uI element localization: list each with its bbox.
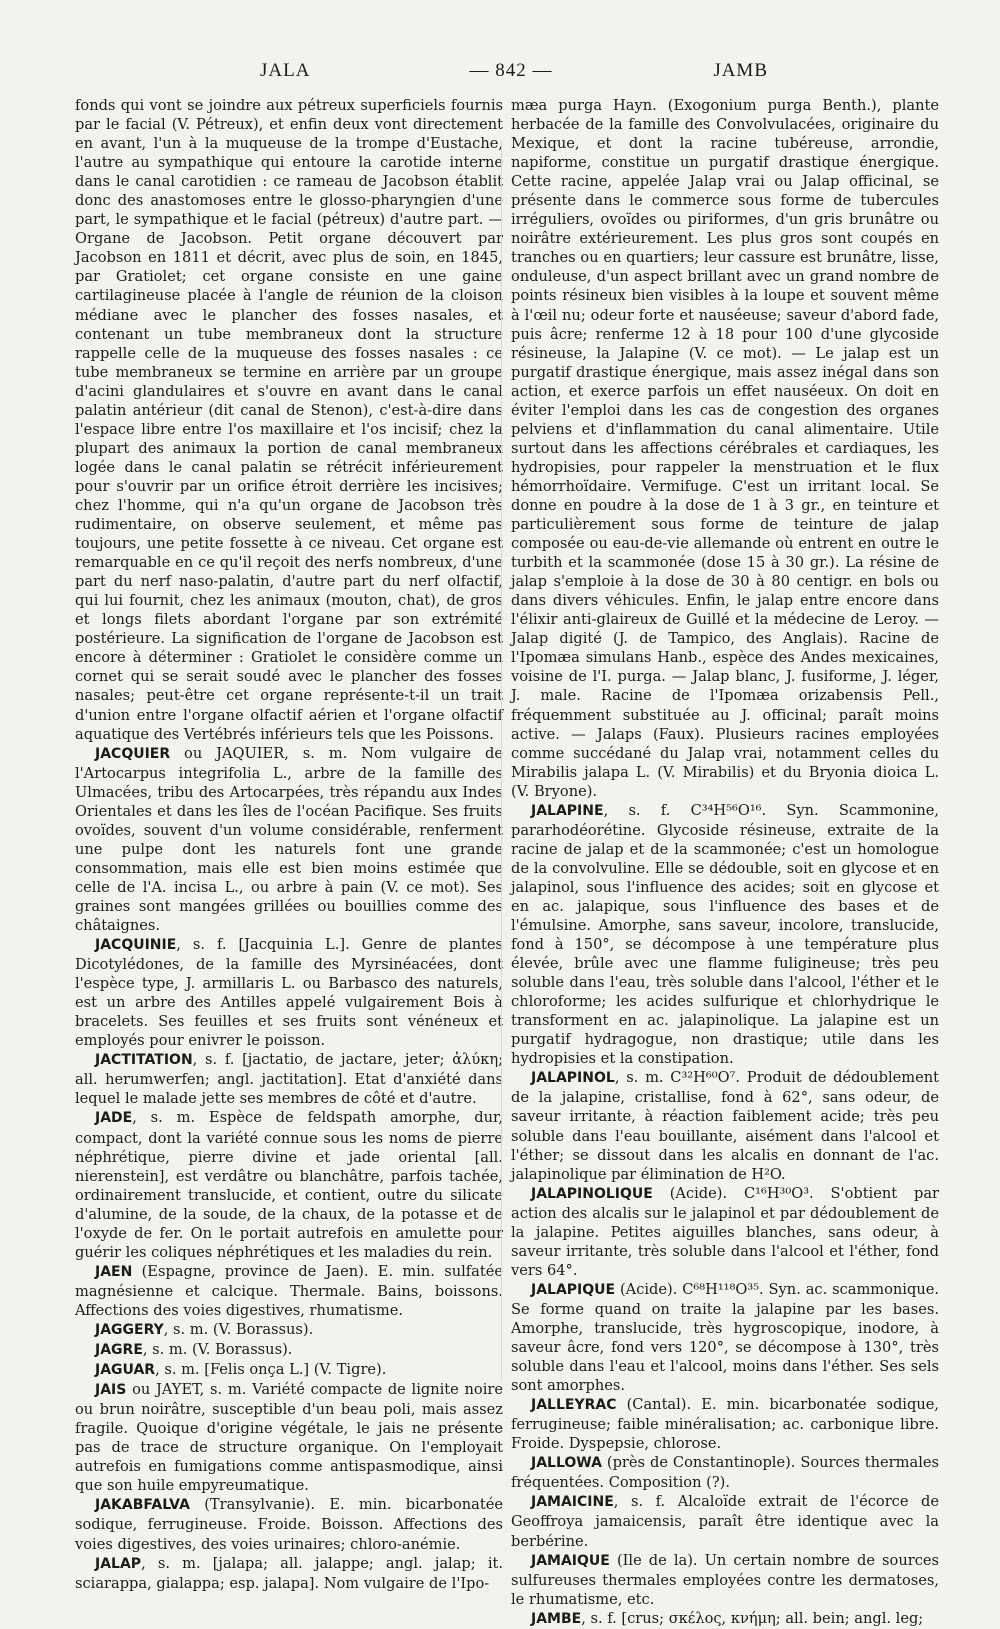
dictionary-entry <box>511 1551 939 1609</box>
dictionary-entry <box>75 1380 503 1495</box>
dictionary-entry <box>75 1320 503 1340</box>
entry-definition: , s. m. [Felis onça L.] (V. Tigre). <box>155 1361 387 1379</box>
header-right-guideword: JAMB <box>713 60 768 81</box>
entry-definition: (Acide). C¹⁶H³⁰O³. S'obtient par action des alcalis sur le jalapinol et par dédoublement de la jalapine. Petites aiguilles blanches, sans odeur, à saveur irritante, très soluble dans l'alcool et l'éther, fond vers 64°. <box>511 1184 939 1279</box>
header-left-guideword: JALA <box>260 60 311 81</box>
entry-definition: , s. m. Espèce de feldspath amorphe, dur, compact, dont la variété connue sous les noms de pierre néphrétique, pierre divine et jade oriental [all. nierenstein], est verdâtre ou blanchâtre, parfois tachée, ordinairement translucide, et contient, outre du silicate d'alumine, de la soude, de la chaux, de la potasse et de l'oxyde de fer. On le portait autrefois en amulette pour guérir les coliques néphrétiques et les maladies du rein. <box>75 1109 503 1261</box>
column-divider <box>501 140 502 1380</box>
dictionary-entry <box>75 744 503 935</box>
entry-definition: , s. m. (V. Borassus). <box>163 1321 314 1338</box>
entry-headword: JADE <box>95 1110 133 1127</box>
dictionary-entry <box>75 1262 503 1320</box>
dictionary-entry <box>75 1495 503 1553</box>
entry-definition: (Ile de la). Un certain nombre de sources sulfureuses thermales employées contre les dermatoses, le rhumatisme, etc. <box>511 1551 939 1608</box>
entry-definition: , s. m. (V. Borassus). <box>142 1341 293 1359</box>
entry-definition: (Acide). C⁶⁸H¹¹⁸O³⁵. Syn. ac. scammonique. Se forme quand on traite la jalapine par les bases. Amorphe, translucide, très hygroscopique, inodore, à saveur âcre, fond vers 120°, se décompose à 130°, très soluble dans l'eau et l'alcool, moins dans l'éther. Ses sels sont amorphes. <box>511 1280 939 1395</box>
entry-headword: JALAPIQUE <box>531 1281 616 1298</box>
running-header <box>76 60 946 88</box>
entry-headword: JACTITATION <box>95 1052 193 1069</box>
dictionary-entry <box>75 1108 503 1261</box>
right-column <box>511 96 939 1629</box>
entry-headword: JALLEYRAC <box>531 1397 617 1414</box>
dictionary-entry <box>75 1050 503 1108</box>
dictionary-entry <box>511 1453 939 1492</box>
entry-definition: , s. m. [jalapa; all. jalappe; angl. jalap; it. sciarappa, gialappa; esp. jalapa]. Nom vulgaire de l'Ipo- <box>75 1554 503 1592</box>
entry-headword: JAGRE <box>95 1342 143 1359</box>
left-column <box>75 96 503 1593</box>
page-number: — 842 — <box>469 60 553 81</box>
entry-headword: JAMAIQUE <box>531 1552 610 1569</box>
entry-definition: , s. m. C³²H⁶⁰O⁷. Produit de dédoublement de la jalapine, cristallise, fond à 62°, sans odeur, de saveur irritante, à réaction faiblement acide; très peu soluble dans l'eau bouillante, aisément dans l'alcool et l'éther; se dissout dans les alcalis en donnant de l'ac. jalapinolique par élimination de H²O. <box>511 1069 939 1183</box>
entry-headword: JAKABFALVA <box>95 1497 190 1514</box>
entry-definition: , s. f. [jactatio, de jactare, jeter; ἀλύκη; all. herumwerfen; angl. jactitation]. Etat d'anxiété dans lequel le malade jette ses membres de côté et d'autre. <box>75 1051 503 1108</box>
dictionary-entry <box>511 1492 939 1550</box>
entry-headword: JALLOWA <box>531 1455 602 1472</box>
entry-definition: ou JAQUIER, s. m. Nom vulgaire de l'Artocarpus integrifolia L., arbre de la famille des Ulmacées, tribu des Artocarpées, très répandu aux Indes Orientales et dans les îles de l'océan Pacifique. Ses fruits ovoïdes, souvent d'un volume considérable, renferment une pulpe dont les naturels font une grande consommation, mais elle est bien moins estimée que celle de l'A. incisa L., ou arbre à pain (V. ce mot). Ses graines sont mangées grillées ou bouillies comme des châtaignes. <box>75 744 503 935</box>
entry-definition: , s. f. [crus; σκέλος, κνήμη; all. bein; angl. leg; <box>581 1609 924 1627</box>
dictionary-entry <box>511 1184 939 1280</box>
entry-headword: JALAPINE <box>531 802 604 819</box>
entry-headword: JAEN <box>95 1263 133 1280</box>
entry-definition: ou JAYET, s. m. Variété compacte de lignite noire ou brun noirâtre, susceptible d'un beau poli, mais assez fragile. Quoique d'origine végétale, le jais ne présente pas de trace de structure organique. On l'employait autrefois en fumigations comme antispasmodique, ainsi que son huile empyreumatique. <box>75 1381 503 1495</box>
entry-headword: JALAPINOLIQUE <box>531 1185 653 1202</box>
entry-headword: JALAPINOL <box>531 1070 615 1087</box>
entry-headword: JACQUIER <box>95 745 171 762</box>
continued-paragraph: fonds qui vont se joindre aux pétreux superficiels fournis par le facial (V. Pétreux), et enfin deux vont directement en avant, l'un à la muqueuse de la trompe d'Eustache, l'autre au sympathique qui entoure la carotide interne dans le canal carotidien : ce rameau de Jacobson établit donc des anastomoses entre le glosso-pharyngien d'une part, le sympathique et le facial (pétreux) d'autre part. — Organe de Jacobson. Petit organe découvert par Jacobson en 1811 et décrit, avec plus de soin, en 1845, par Gratiolet; cet organe consiste en une gaine cartilagineuse placée à l'angle de réunion de la cloison médiane avec le plancher des fosses nasales, et contenant un tube membraneux dont la structure rappelle celle de la muqueuse des fosses nasales : ce tube membraneux se termine en arrière par un groupe d'acini glandulaires et s'ouvre en avant dans le canal palatin antérieur (dit canal de Stenon), c'est-à-dire dans l'espace libre entre l'os maxillaire et l'os incisif; chez la plupart des animaux la portion de canal membraneux logée dans le canal palatin se rétrécit inférieurement pour s'ouvrir par un orifice étroit derrière les incisives; chez l'homme, qui n'a qu'un organe de Jacobson très rudimentaire, on observe seulement, et même pas toujours, une petite fossette à ce niveau. Cet organe est remarquable en ce qu'il reçoit des nerfs nombreux, d'une part du nerf naso-palatin, d'autre part du nerf olfactif, qui lui fournit, chez les animaux (mouton, chat), de gros et longs filets abordant l'organe par son extrémité postérieure. La signification de l'organe de Jacobson est encore à déterminer : Gratiolet le considère comme un cornet qui se serait soudé avec le plancher des fosses nasales; peut-être cet organe représente-t-il un trait d'union entre l'organe olfactif aérien et l'organe olfactif aquatique des Vertébrés inférieurs tels que les Poissons. <box>75 97 503 743</box>
dictionary-entry <box>511 1609 939 1629</box>
entry-definition: (Transylvanie). E. min. bicarbonatée sodique, ferrugineuse. Froide. Boisson. Affections des voies digestives, des voies urinaires; chloro-anémie. <box>75 1496 503 1553</box>
entry-headword: JALAP <box>95 1555 142 1572</box>
dictionary-entry <box>75 1554 503 1593</box>
dictionary-entry <box>511 801 939 1069</box>
entry-definition: , s. f. [Jacquinia L.]. Genre de plantes Dicotylédones, de la famille des Myrsinéacées, dont l'espèce type, J. armillaris L. ou Barbasco des naturels, est un arbre des Antilles appelé vulgairement Bois à bracelets. Ses feuilles et ses fruits sont vénéneux et employés pour enivrer le poisson. <box>75 936 503 1050</box>
dictionary-entry <box>511 1280 939 1395</box>
entry-definition: (Espagne, province de Jaen). E. min. sulfatée magnésienne et calcique. Thermale. Bains, boissons. Affections des voies digestives, rhumatisme. <box>75 1262 503 1319</box>
dictionary-entry <box>75 1340 503 1360</box>
dictionary-entry <box>75 1360 503 1380</box>
dictionary-entry <box>511 1395 939 1453</box>
entry-definition: , s. f. C³⁴H⁵⁶O¹⁶. Syn. Scammonine, pararhodéorétine. Glycoside résineuse, extraite de la racine de jalap et de la scammonée; c'est un homologue de la convolvuline. Elle se dédouble, soit en glycose et en jalapinol, sous l'influence des acides; soit en glycose et en ac. jalapique, sous l'influence des bases et de l'émulsine. Amorphe, sans saveur, incolore, translucide, fond à 150°, se décompose à une température plus élevée, brûle avec une flamme fuligineuse; très peu soluble dans l'eau, très soluble dans l'alcool, l'éther et le chloroforme; les acides sulfurique et chlorhydrique le transforment en ac. jalapinolique. La jalapine est un purgatif hydragogue, non drastique; utile dans les hydropisies et la constipation. <box>511 801 939 1068</box>
continued-paragraph: mæa purga Hayn. (Exogonium purga Benth.), plante herbacée de la famille des Convolvulacées, originaire du Mexique, et dont la racine tubéreuse, arrondie, napiforme, constitue un purgatif drastique énergique. Cette racine, appelée Jalap vrai ou Jalap officinal, se présente dans le commerce sous forme de tubercules irréguliers, ovoïdes ou piriformes, d'un gris brunâtre ou noirâtre extérieurement. Les plus gros sont coupés en tranches ou en quartiers; leur cassure est brunâtre, lisse, onduleuse, d'un aspect brillant avec un grand nombre de points résineux bien visibles à la loupe et souvent même à l'œil nu; odeur forte et nauséeuse; saveur d'abord fade, puis âcre; renferme 12 à 18 pour 100 d'une glycoside résineuse, la Jalapine (V. ce mot). — Le jalap est un purgatif drastique énergique, mais assez inégal dans son action, et exerce parfois un effet nauséeux. On doit en éviter l'emploi dans les cas de congestion des organes pelviens et d'inflammation du canal alimentaire. Utile surtout dans les affections cérébrales et cardiaques, les hydropisies, pour rappeler la menstruation et le flux hémorrhoïdaire. Vermifuge. C'est un irritant local. Se donne en poudre à la dose de 1 à 3 gr., en teinture et particulièrement sous forme de teinture de jalap composée ou eau-de-vie allemande où entrent en outre le turbith et la scammonée (dose 15 à 30 gr.). La résine de jalap s'emploie à la dose de 30 à 80 centigr. en bols ou dans divers véhicules. Enfin, le jalap entre encore dans l'élixir anti-glaireux de Guillé et la médecine de Leroy. — Jalap digité (J. de Tampico, des Anglais). Racine de l'Ipomæa simulans Hanb., espèce des Andes mexicaines, voisine de l'I. purga. — Jalap blanc, J. fusiforme, J. léger, J. male. Racine de l'Ipomæa orizabensis Pell., fréquemment substituée au J. officinal; paraît moins active. — Jalaps (Faux). Plusieurs racines employées comme succédané du Jalap vrai, notamment celles du Mirabilis jalapa L. (V. Mirabilis) et du Bryonia dioica L. (V. Bryone). <box>511 97 939 800</box>
entry-headword: JAGUAR <box>95 1362 156 1379</box>
entry-definition: , s. f. Alcaloïde extrait de l'écorce de Geoffroya jamaicensis, paraît être identique avec la berbérine. <box>511 1493 939 1550</box>
entry-headword: JAMAICINE <box>531 1494 614 1511</box>
entry-definition: (près de Constantinople). Sources thermales fréquentées. Composition (?). <box>511 1454 939 1492</box>
entry-headword: JACQUINIE <box>95 937 177 954</box>
entry-headword: JAMBE <box>531 1610 582 1627</box>
dictionary-entry <box>75 935 503 1050</box>
entry-definition: (Cantal). E. min. bicarbonatée sodique, ferrugineuse; faible minéralisation; ac. carbonique libre. Froide. Dyspepsie, chlorose. <box>511 1396 939 1453</box>
dictionary-entry <box>511 1068 939 1183</box>
entry-headword: JAIS <box>95 1382 127 1399</box>
entry-headword: JAGGERY <box>95 1322 164 1338</box>
